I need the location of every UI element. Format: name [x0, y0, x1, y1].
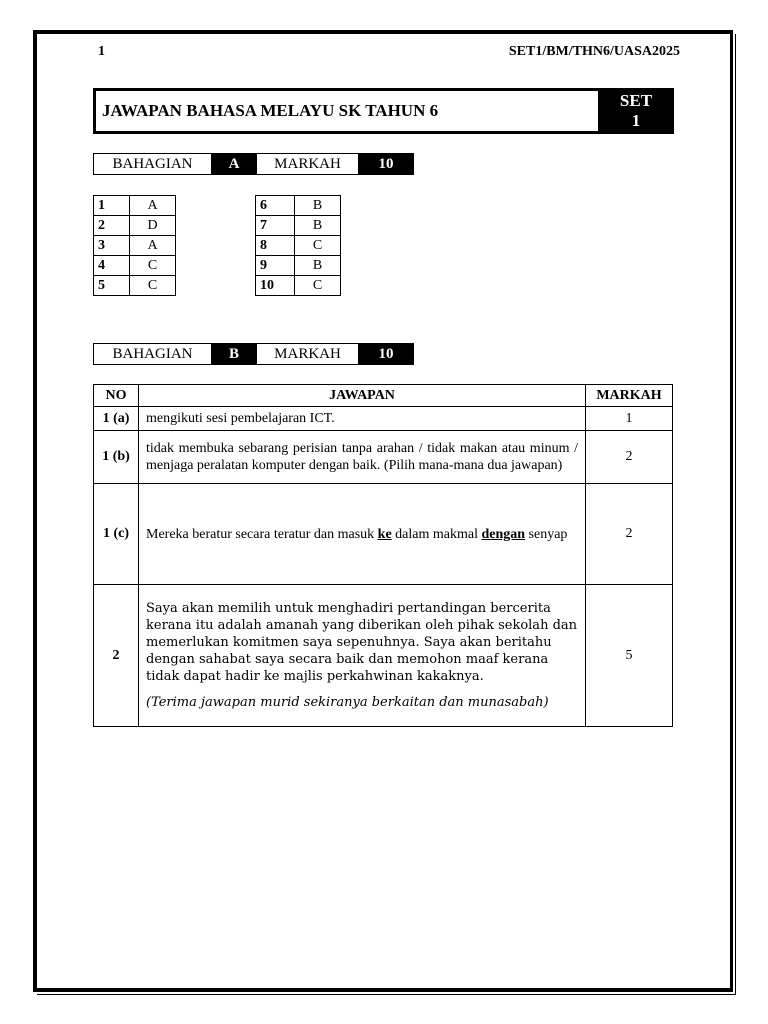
table-row — [256, 276, 341, 296]
answer-letter: A — [130, 236, 176, 256]
question-number: 10 — [256, 276, 295, 296]
answer-letter: B — [295, 216, 341, 236]
question-number: 6 — [256, 196, 295, 216]
section-a-marks-label: MARKAH — [257, 153, 358, 175]
question-number: 3 — [94, 236, 130, 256]
section-a-label: BAHAGIAN — [93, 153, 211, 175]
set-number: 1 — [631, 111, 641, 130]
question-number: 1 — [94, 196, 130, 216]
table-row — [256, 216, 341, 236]
question-number: 1 (c) — [94, 484, 139, 585]
set-badge — [598, 88, 674, 134]
question-number: 4 — [94, 256, 130, 276]
question-number: 8 — [256, 236, 295, 256]
page-number: 1 — [98, 44, 105, 59]
section-b-marks-label: MARKAH — [257, 343, 358, 365]
answer-text: mengikuti sesi pembelajaran ICT. — [139, 407, 586, 431]
title-box — [93, 88, 674, 134]
answer-table-right — [255, 195, 341, 296]
section-a-letter: A — [211, 153, 257, 175]
question-number: 7 — [256, 216, 295, 236]
column-header-no: NO — [94, 385, 139, 407]
marks-value: 2 — [586, 484, 673, 585]
section-b-marks: 10 — [358, 343, 414, 365]
answer-letter: B — [295, 256, 341, 276]
section-a-marks: 10 — [358, 153, 414, 175]
answer-letter: A — [130, 196, 176, 216]
question-number: 1 (b) — [94, 431, 139, 484]
answer-letter: B — [295, 196, 341, 216]
table-row — [94, 407, 673, 431]
answer-table-left — [93, 195, 176, 296]
question-number: 5 — [94, 276, 130, 296]
document-code: SET1/BM/THN6/UASA2025 — [508, 44, 680, 59]
answer-text: Saya akan memilih untuk menghadiri pertandingan bercerita kerana itu adalah amanah yang diberikan oleh pihak sekolah dan memerlukan komitmen saya sepenuhnya. Saya akan beritahu dengan sahabat saya secara baik dan memohon maaf kerana tidak dapat hadir ke majlis perkahwinan kakaknya. — [146, 601, 578, 684]
answer-text-part: dalam makmal — [391, 526, 482, 542]
table-row — [94, 196, 176, 216]
answer-text-part: senyap — [525, 526, 568, 542]
table-row — [94, 484, 673, 585]
column-header-answer: JAWAPAN — [139, 385, 586, 407]
section-b-bar — [93, 343, 414, 365]
table-row — [94, 585, 673, 727]
section-b-label: BAHAGIAN — [93, 343, 211, 365]
question-number: 2 — [94, 585, 139, 727]
question-number: 1 (a) — [94, 407, 139, 431]
answer-note: (Terima jawapan murid sekiranya berkaitan dan munasabah) — [146, 695, 549, 710]
table-row — [94, 276, 176, 296]
table-row — [256, 256, 341, 276]
answer-letter: C — [295, 276, 341, 296]
table-row — [94, 431, 673, 484]
table-row — [94, 236, 176, 256]
answer-letter: C — [130, 256, 176, 276]
answer-letter: D — [130, 216, 176, 236]
underlined-word: dengan — [481, 526, 526, 542]
section-b-table — [93, 384, 673, 727]
answer-letter: C — [130, 276, 176, 296]
marks-value: 5 — [586, 585, 673, 727]
set-label: SET — [619, 91, 653, 110]
section-b-letter: B — [211, 343, 257, 365]
table-row — [256, 196, 341, 216]
answer-text: tidak membuka sebarang perisian tanpa arahan / tidak makan atau minum / menjaga peralatan komputer dengan baik. (Pilih mana-mana dua jawapan) — [139, 431, 586, 484]
answer-text-part: Mereka beratur secara teratur dan masuk — [146, 526, 378, 542]
answer-letter: C — [295, 236, 341, 256]
answer-text — [139, 484, 586, 585]
question-number: 9 — [256, 256, 295, 276]
table-header-row — [94, 385, 673, 407]
marks-value: 2 — [586, 431, 673, 484]
question-number: 2 — [94, 216, 130, 236]
section-a-bar — [93, 153, 414, 175]
table-row — [94, 256, 176, 276]
table-row — [94, 216, 176, 236]
page-title: JAWAPAN BAHASA MELAYU SK TAHUN 6 — [93, 88, 598, 134]
underlined-word: ke — [377, 526, 392, 542]
table-row — [256, 236, 341, 256]
answer-cell — [139, 585, 586, 727]
marks-value: 1 — [586, 407, 673, 431]
column-header-marks: MARKAH — [586, 385, 673, 407]
